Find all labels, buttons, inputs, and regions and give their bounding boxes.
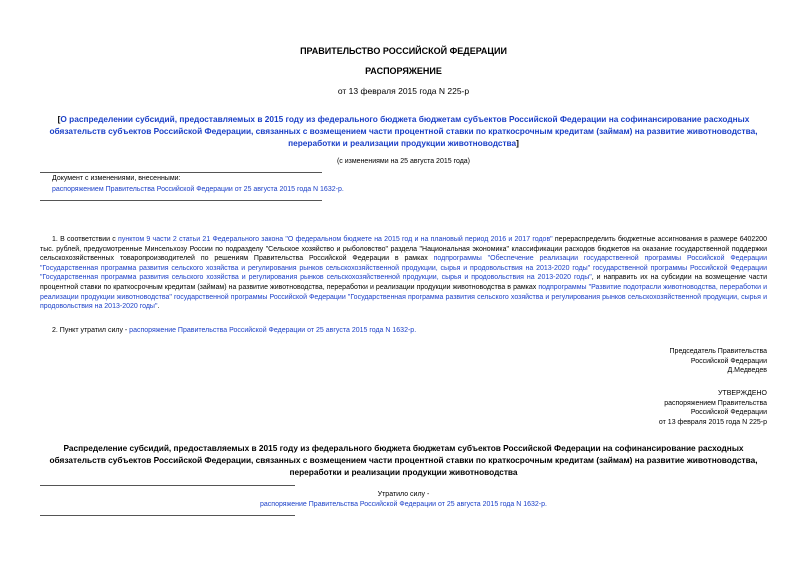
void-note-line: Утратило силу - — [377, 491, 430, 498]
p1-link-subprogram-support[interactable]: подпрограммы "Обеспечение реализации государственной программы Российской Федерации "Государственная программа развития сельского хозяйства и регулирования рынков сельскохозяйственной продукции, сырья и продовольствия на 2013-2020 годы" государственной программы Российской Федерации "Государственная программа развития сельского хозяйства и регулирования рынков сельскохозяйственной продукции, сырья и продовольствия на 2013-2020 годы" — [40, 255, 768, 282]
amend-box-bottom-rule — [40, 200, 322, 201]
signature-block — [567, 347, 767, 376]
void-note-link[interactable]: распоряжение Правительства Российской Федерации от 25 августа 2015 года N 1632-р. — [260, 501, 547, 508]
p1-text-2: перераспределить бюджетные ассигнования в размере 6402200 тыс. рублей, предусмотренные Минсельхозу России по подразделу "Сельское хозяйство и рыболовство" раздела "Национальная экономика" классификации расходов бюджетов на оказание государственной поддержки сельскохозяйственных товаропроизводителей по решениям Правительства Российской Федерации в рамках — [40, 236, 767, 263]
paragraph-1 — [40, 235, 767, 312]
approved-line-2: распоряжением Правительства — [664, 399, 767, 407]
paragraph-2 — [52, 326, 416, 336]
signature-name: Д.Медведев — [727, 367, 767, 375]
p2-text: 2. Пункт утратил силу - — [52, 327, 130, 334]
doc-date-number: от 13 февраля 2015 года N 225-р — [337, 86, 470, 96]
approved-heading: УТВЕРЖДЕНО — [717, 390, 767, 397]
p1-text-1: 1. В соответствии с — [52, 236, 119, 243]
government-heading: ПРАВИТЕЛЬСТВО РОССИЙСКОЙ ФЕДЕРАЦИИ — [300, 46, 507, 56]
void-note-bottom-rule — [40, 515, 295, 516]
approved-line-4: от 13 февраля 2015 года N 225-р — [658, 418, 767, 426]
approved-line-3: Российской Федерации — [690, 409, 767, 417]
p1-text-3: , и направить их на субсидии на возмещение части процентной ставки по краткосрочным кредитам (займам) на развитие животноводства, переработки и реализации продукции животноводства в рамках — [40, 274, 767, 291]
title-close-bracket: ] — [516, 138, 519, 148]
void-note-top-rule — [40, 485, 295, 486]
p2-link-repeal[interactable]: распоряжение Правительства Российской Федерации от 25 августа 2015 года N 1632-р. — [129, 327, 417, 334]
amend-box-label: Документ с изменениями, внесенными: — [52, 175, 181, 182]
amend-box-link[interactable]: распоряжением Правительства Российской Федерации от 25 августа 2015 года N 1632-р. — [52, 186, 344, 193]
changes-note: (с изменениями на 25 августа 2015 года) — [336, 158, 471, 165]
p1-link-subprogram-livestock[interactable]: подпрограммы "Развитие подотрасли животноводства, переработки и реализации продукции животноводства" государственной программы Российской Федерации "Государственная программа развития сельского хозяйства и регулирования рынков сельскохозяйственной продукции, сырья и продовольствия на 2013-2020 годы" — [40, 283, 767, 311]
p1-text-4: . — [157, 303, 160, 311]
document-title — [40, 113, 767, 149]
signature-position: Председатель Правительства — [669, 348, 767, 355]
title-open-bracket: [ — [57, 114, 61, 124]
signature-country: Российской Федерации — [690, 357, 767, 365]
distribution-title: Распределение субсидий, предоставляемых в 2015 году из федерального бюджета бюджетам субъектов Российской Федерации на софинансирование расходных обязательств субъектов Российской Федерации, связанных с возмещением части процентной ставки по краткосрочным кредитам (займам) на развитие животноводства, переработки и реализации продукции животноводства — [49, 443, 758, 477]
amend-box-top-rule — [40, 172, 322, 173]
doc-type-heading: РАСПОРЯЖЕНИЕ — [365, 66, 442, 76]
p1-link-federal-law[interactable]: пунктом 9 части 2 статьи 21 Федерального закона "О федеральном бюджете на 2015 год и на плановый период 2016 и 2017 годов" — [118, 236, 553, 243]
document-title-link[interactable]: О распределении субсидий, предоставляемых в 2015 году из федерального бюджета бюджетам субъектов Российской Федерации на софинансирование расходных обязательств субъектов Российской Федерации, связанных с возмещением части процентной ставки по краткосрочным кредитам (займам) на развитие животноводства, переработки и реализации продукции животноводства — [49, 114, 758, 148]
approved-block — [567, 389, 767, 427]
